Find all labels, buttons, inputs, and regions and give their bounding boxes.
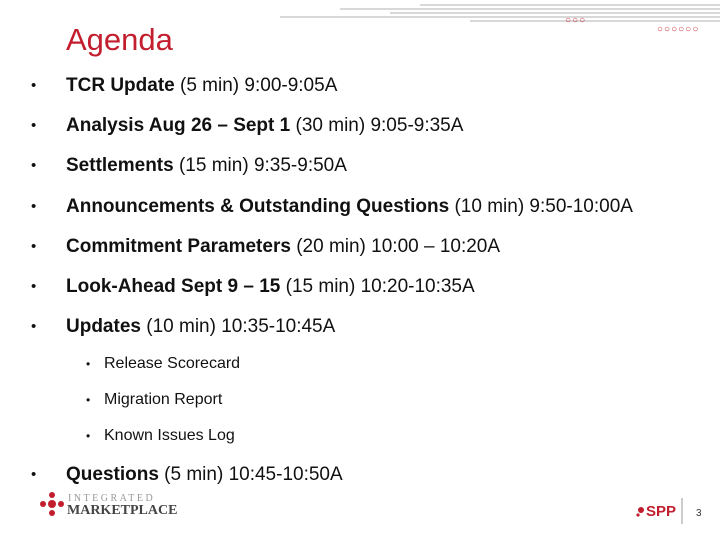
sub-item-label: Known Issues Log [104, 427, 235, 444]
bullet-icon: • [31, 238, 37, 255]
agenda-sub-item [0, 426, 720, 446]
bullet-icon: • [31, 77, 37, 94]
agenda-item [0, 154, 720, 178]
agenda-item-title: Questions [66, 464, 159, 485]
spp-logo [635, 496, 715, 526]
agenda-item-title: TCR Update [66, 75, 175, 96]
agenda-item-title: Commitment Parameters [66, 236, 291, 257]
integrated-marketplace-logo [40, 490, 180, 520]
agenda-item-title: Settlements [66, 155, 174, 176]
agenda-item-time: (15 min) 9:35-9:50A [173, 155, 347, 176]
spp-logo-text: SPP [646, 503, 677, 520]
logo-top-text: INTEGRATED [68, 493, 156, 504]
bullet-icon: • [31, 278, 37, 295]
agenda-item-time: (20 min) 10:00 – 10:20A [290, 236, 501, 257]
agenda-item-time: (30 min) 9:05-9:35A [290, 115, 464, 136]
sub-item-label: Migration Report [104, 391, 223, 408]
agenda-item [0, 235, 720, 259]
page-number: 3 [696, 508, 702, 519]
agenda-item-title: Updates [66, 316, 141, 337]
logo-bottom-text: MARKETPLACE [67, 503, 178, 518]
agenda-item-time: (10 min) 10:35-10:45A [140, 316, 336, 337]
agenda-item [0, 114, 720, 138]
agenda-item-title: Announcements & Outstanding Questions [66, 196, 450, 217]
bullet-icon: • [31, 198, 37, 215]
sub-item-label: Release Scorecard [104, 355, 241, 372]
bullet-icon: • [86, 393, 91, 407]
bullet-icon: • [31, 117, 37, 134]
agenda-item [0, 195, 720, 219]
bullet-icon: • [86, 429, 91, 443]
agenda-sub-item [0, 354, 720, 374]
agenda-item-title: Analysis Aug 26 – Sept 1 [66, 115, 291, 136]
bullet-icon: • [31, 157, 37, 174]
agenda-sub-item [0, 390, 720, 410]
slide-title: Agenda [66, 22, 173, 57]
agenda-item [0, 275, 720, 299]
agenda-item-time: (5 min) 9:00-9:05A [174, 75, 338, 96]
agenda-item-title: Look-Ahead Sept 9 – 15 [66, 276, 281, 297]
decorative-dots-icon: ○○○○○○ [657, 24, 700, 35]
agenda-item-time: (15 min) 10:20-10:35A [280, 276, 475, 297]
bullet-icon: • [86, 357, 91, 371]
agenda-item-time: (5 min) 10:45-10:50A [158, 464, 343, 485]
agenda-item [0, 74, 720, 98]
agenda-item [0, 463, 720, 487]
header-stripes [220, 4, 720, 24]
decorative-dots-icon: ○○○ [565, 15, 587, 26]
agenda-item-time: (10 min) 9:50-10:00A [449, 196, 633, 217]
bullet-icon: • [31, 318, 37, 335]
bullet-icon: • [31, 466, 37, 483]
agenda-item [0, 315, 720, 339]
